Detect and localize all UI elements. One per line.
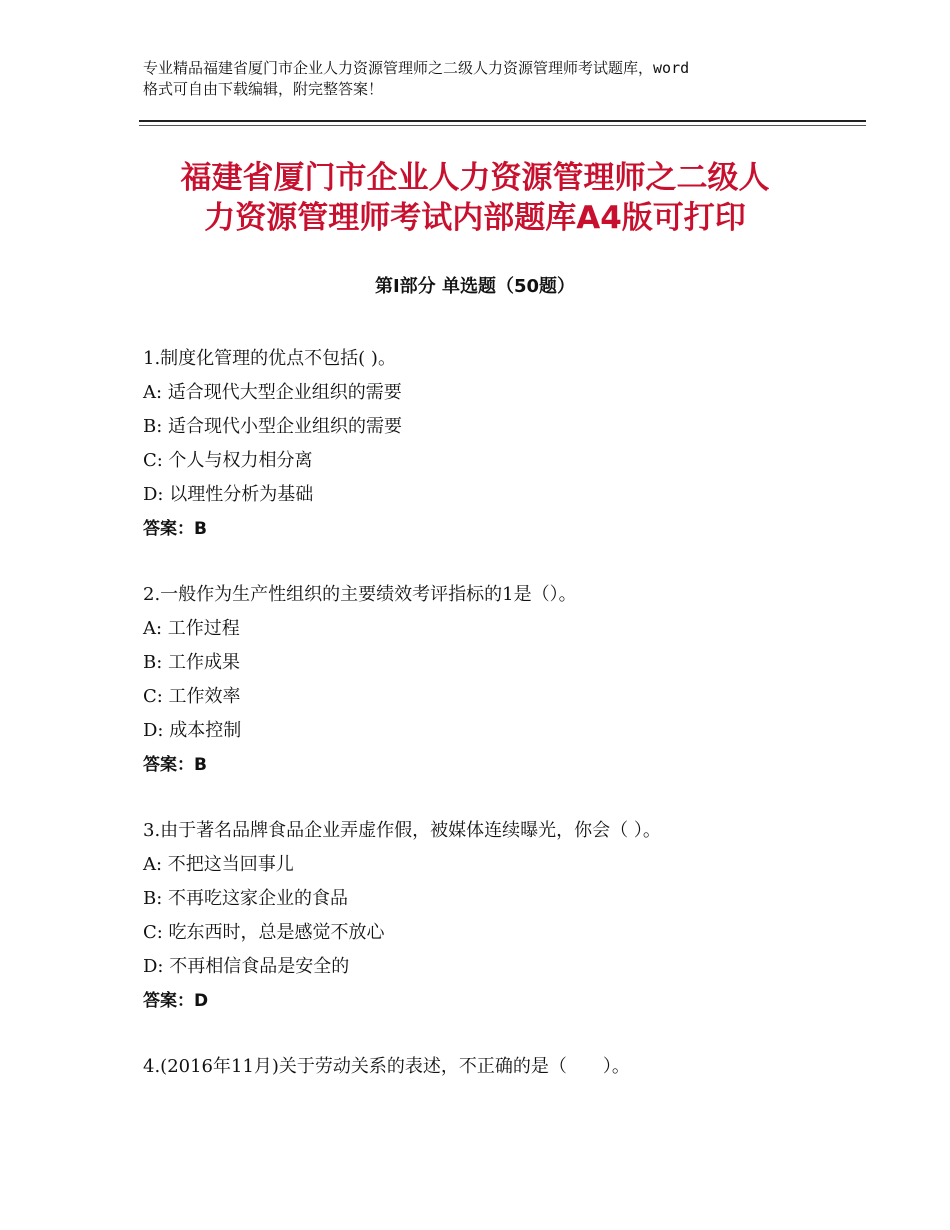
option-b: B: 工作成果	[143, 652, 241, 673]
answer: 答案：B	[143, 755, 207, 775]
header-divider-thin	[139, 125, 866, 126]
option-a: A: 适合现代大型企业组织的需要	[143, 382, 402, 403]
document-title-line-1: 福建省厦门市企业人力资源管理师之二级人	[180, 160, 770, 196]
option-c: C: 个人与权力相分离	[143, 450, 313, 471]
answer: 答案：B	[143, 519, 207, 539]
option-d: D: 不再相信食品是安全的	[143, 956, 350, 977]
header-note-line-1: 专业精品福建省厦门市企业人力资源管理师之二级人力资源管理师考试题库，word	[143, 59, 690, 77]
option-b: B: 不再吃这家企业的食品	[143, 888, 349, 909]
question-stem: 1.制度化管理的优点不包括( )。	[143, 348, 396, 369]
header-divider-thick	[139, 120, 866, 122]
question-stem: 4.(2016年11月)关于劳动关系的表述，不正确的是（ ）。	[143, 1056, 630, 1077]
option-b: B: 适合现代小型企业组织的需要	[143, 416, 403, 437]
header-note-line-2: 格式可自由下载编辑，附完整答案！	[143, 80, 384, 98]
option-a: A: 不把这当回事儿	[143, 854, 294, 875]
header-note	[143, 58, 843, 100]
document-title-line-2: 力资源管理师考试内部题库A4版可打印	[204, 200, 746, 236]
section-title: 第Ⅰ部分 单选题（50题）	[374, 276, 575, 297]
question-1	[143, 342, 863, 546]
question-list	[143, 342, 863, 1116]
option-c: C: 吃东西时，总是感觉不放心	[143, 922, 385, 943]
question-stem: 2.一般作为生产性组织的主要绩效考评指标的1是（）。	[143, 584, 577, 605]
question-4	[143, 1050, 863, 1084]
question-2	[143, 578, 863, 782]
option-d: D: 成本控制	[143, 720, 242, 741]
document-title	[110, 158, 840, 238]
option-c: C: 工作效率	[143, 686, 241, 707]
option-d: D: 以理性分析为基础	[143, 484, 314, 505]
option-a: A: 工作过程	[143, 618, 240, 639]
question-3	[143, 814, 863, 1018]
answer: 答案：D	[143, 991, 209, 1011]
question-stem: 3.由于著名品牌食品企业弄虚作假，被媒体连续曝光，你会（ ）。	[143, 820, 661, 841]
